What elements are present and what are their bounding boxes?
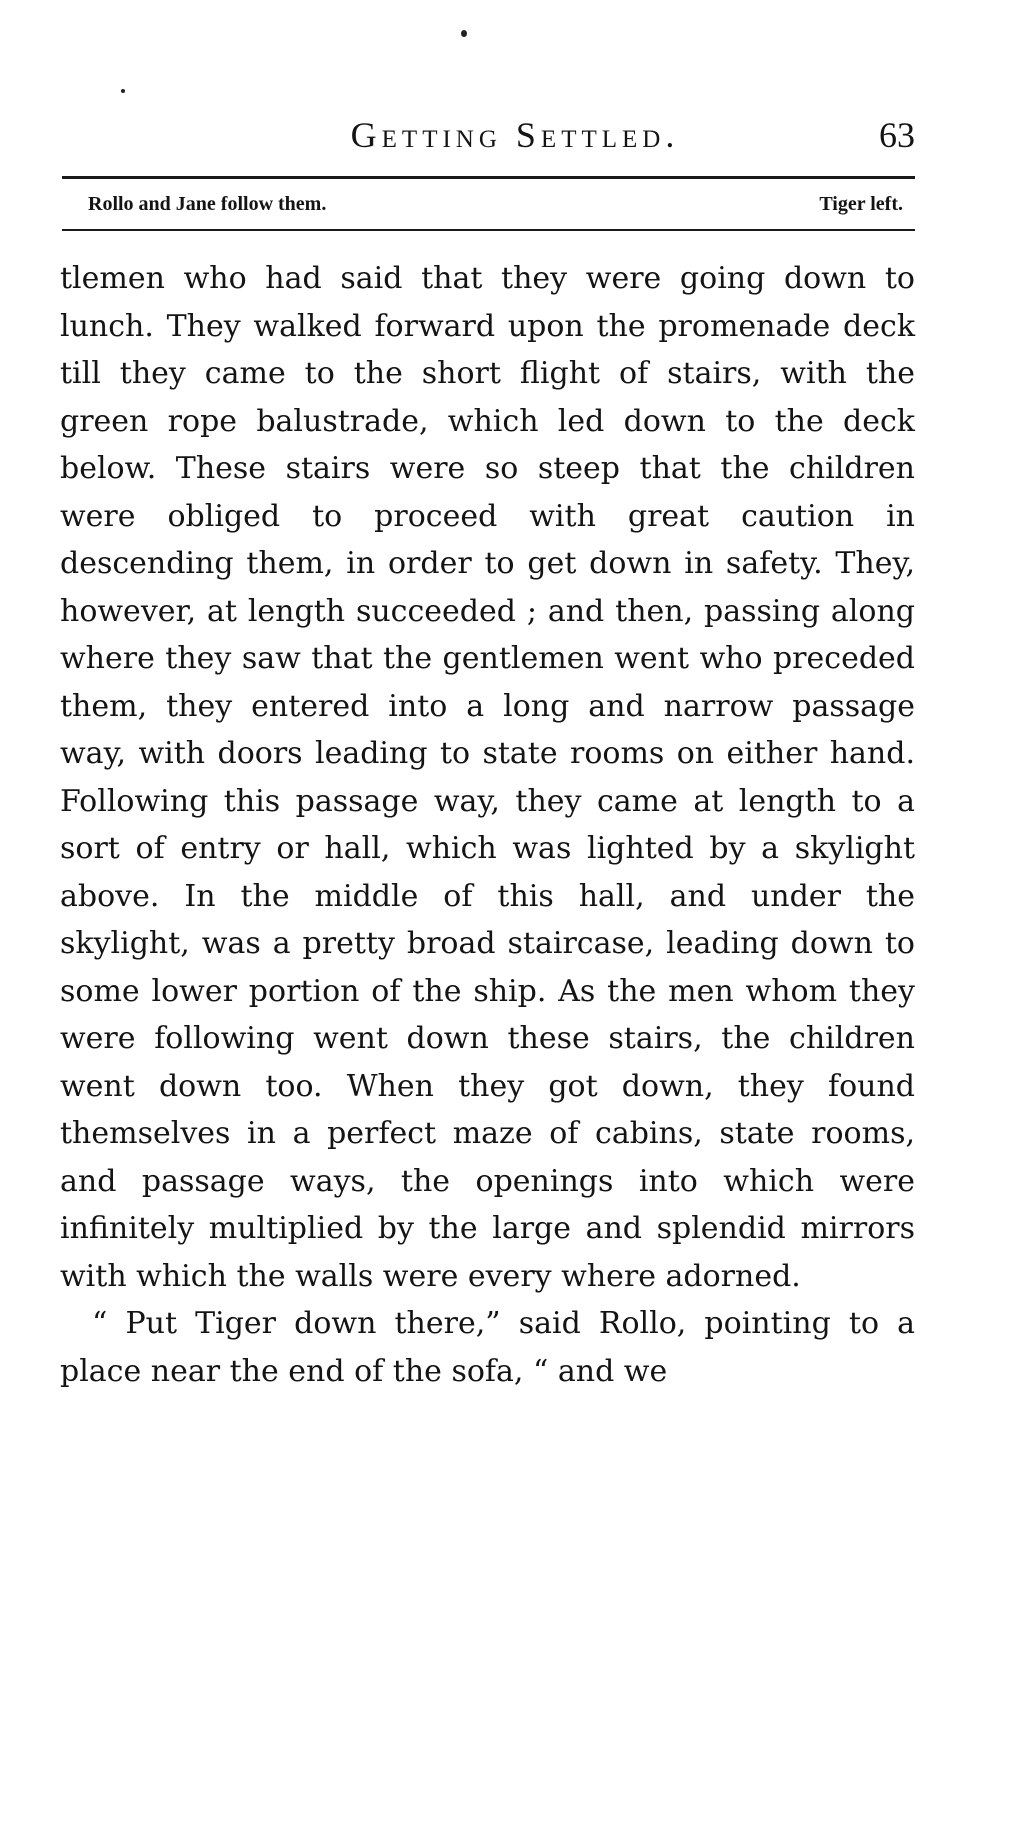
- ink-speck: [121, 89, 125, 93]
- running-head: [60, 110, 915, 160]
- header-rule-bottom: [62, 229, 915, 231]
- body-text: [60, 255, 915, 1395]
- side-heading-right: Tiger left.: [819, 193, 903, 215]
- paragraph-continued: tlemen who had said that they were going down to lunch. They walked forward upon the promenade deck till they came to the short flight of stairs, with the green rope balustrade, which led down to the deck below. These stairs were so steep that the children were obliged to proceed with great caution in descending them, in order to get down in safety. They, however, at length succeeded ; and then, passing along where they saw that the gentlemen went who preceded them, they entered into a long and narrow passage way, with doors leading to state rooms on either hand. Following this passage way, they came at length to a sort of entry or hall, which was lighted by a skylight above. In the middle of this hall, and under the skylight, was a pretty broad staircase, leading down to some lower portion of the ship. As the men whom they were following went down these stairs, the children went down too. When they got down, they found themselves in a perfect maze of cabins, state rooms, and passage ways, the openings into which were infinitely multiplied by the large and splendid mirrors with which the walls were every where adorned.: [60, 261, 915, 1294]
- paragraph-dialogue: “ Put Tiger down there,” said Rollo, pointing to a place near the end of the sofa, “ and we: [60, 1306, 915, 1389]
- side-headings: [88, 186, 903, 222]
- running-title: Getting Settled.: [350, 115, 680, 155]
- side-heading-left: Rollo and Jane follow them.: [88, 193, 327, 215]
- header-rule-top: [62, 176, 915, 179]
- ink-speck: [461, 30, 467, 37]
- page-number: 63: [879, 115, 915, 155]
